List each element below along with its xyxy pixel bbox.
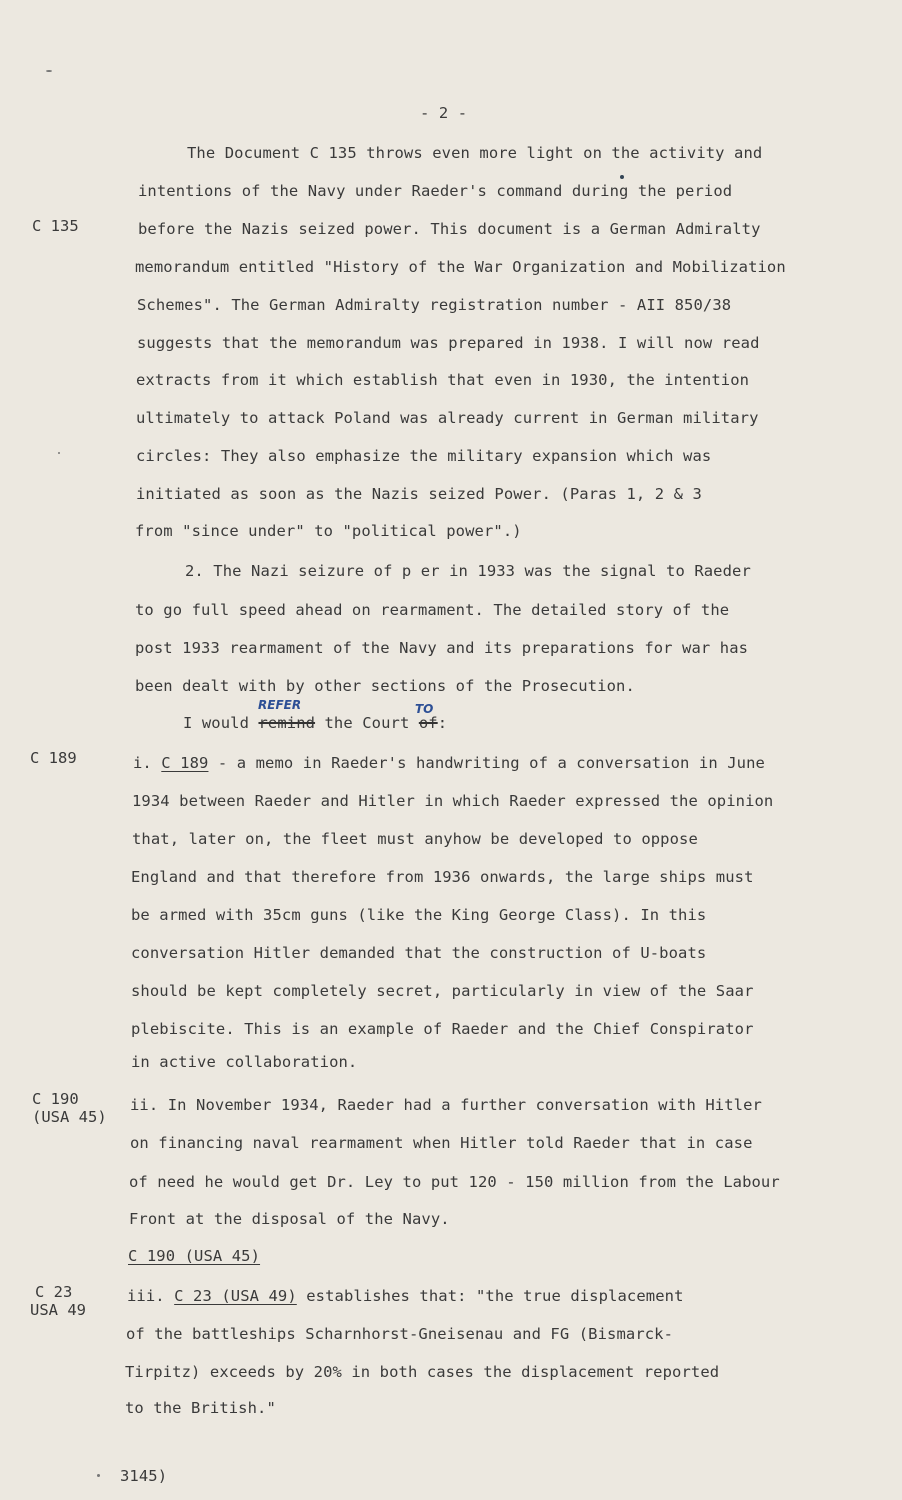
refer-text: : xyxy=(437,714,448,732)
margin-ref-c135: C 135 xyxy=(32,217,79,235)
item-i-line: plebiscite. This is an example of Raeder and the Chief Conspirator xyxy=(131,1020,754,1038)
footer-code: 3145) xyxy=(120,1467,168,1485)
item-prefix: iii. xyxy=(127,1287,175,1305)
doc-ref: C 189 xyxy=(161,754,209,772)
item-i-line: 1934 between Raeder and Hitler in which Raeder expressed the opinion xyxy=(132,792,774,810)
item-ii-line: of need he would get Dr. Ley to put 120 - 150 million from the Labour xyxy=(129,1173,780,1191)
item-iii-first-line xyxy=(127,1286,684,1306)
para1-line: ultimately to attack Poland was already current in German military xyxy=(136,409,759,427)
para1-line: intentions of the Navy under Raeder's command during the period xyxy=(138,182,733,200)
item-i-line: in active collaboration. xyxy=(131,1053,358,1071)
margin-ref-c23: C 23 xyxy=(35,1283,73,1301)
item-i-line: England and that therefore from 1936 onwards, the large ships must xyxy=(131,868,754,886)
para1-line: The Document C 135 throws even more light on the activity and xyxy=(187,144,763,162)
paper-speck xyxy=(97,1474,100,1477)
para1-line: memorandum entitled "History of the War Organization and Mobilization xyxy=(135,258,786,276)
item-text: - a memo in Raeder's handwriting of a conversation in June xyxy=(208,754,765,772)
item-ii-line: Front at the disposal of the Navy. xyxy=(129,1210,450,1228)
refer-text: the Court xyxy=(315,714,419,732)
item-i-line: be armed with 35cm guns (like the King George Class). In this xyxy=(131,906,707,924)
para1-line: circles: They also emphasize the military expansion which was xyxy=(136,447,712,465)
paper-speck xyxy=(46,70,52,72)
item-ii-line: ii. In November 1934, Raeder had a further conversation with Hitler xyxy=(130,1096,762,1114)
item-i-line: should be kept completely secret, particularly in view of the Saar xyxy=(131,982,754,1000)
para1-line: initiated as soon as the Nazis seized Power. (Paras 1, 2 & 3 xyxy=(136,485,702,503)
page-number: - 2 - xyxy=(420,104,468,122)
para1-line: suggests that the memorandum was prepared in 1938. I will now read xyxy=(137,334,760,352)
item-iii-line: Tirpitz) exceeds by 20% in both cases the displacement reported xyxy=(125,1363,720,1381)
para1-line: from "since under" to "political power".) xyxy=(135,522,522,540)
struck-word: remind xyxy=(258,714,316,732)
item-i-line: that, later on, the fleet must anyhow be developed to oppose xyxy=(132,830,698,848)
para1-line: before the Nazis seized power. This document is a German Admiralty xyxy=(138,220,761,238)
margin-ref-usa49: USA 49 xyxy=(30,1301,86,1319)
margin-ref-c190: C 190 xyxy=(32,1090,79,1108)
refer-line xyxy=(183,713,447,733)
item-iii-line: to the British." xyxy=(125,1399,276,1417)
item-text: establishes that: "the true displacement xyxy=(296,1287,684,1305)
para1-line: extracts from it which establish that even in 1930, the intention xyxy=(136,371,750,389)
item-iii-line: of the battleships Scharnhorst-Gneisenau and FG (Bismarck- xyxy=(126,1325,674,1343)
para2-line: 2. The Nazi seizure of p er in 1933 was the signal to Raeder xyxy=(185,562,751,580)
ink-mark xyxy=(620,175,624,179)
refer-text: I would xyxy=(183,714,259,732)
handwritten-refer: REFER xyxy=(258,698,302,712)
margin-ref-usa45: (USA 45) xyxy=(32,1108,107,1126)
paper-speck xyxy=(58,452,60,454)
item-i-first-line xyxy=(133,753,765,773)
para2-line: post 1933 rearmament of the Navy and its preparations for war has xyxy=(135,639,749,657)
doc-ref: C 23 (USA 49) xyxy=(174,1287,297,1305)
margin-ref-c189: C 189 xyxy=(30,749,77,767)
para2-line: been dealt with by other sections of the Prosecution. xyxy=(135,677,635,695)
struck-word: of xyxy=(418,714,438,732)
item-prefix: i. xyxy=(133,754,162,772)
item-ii-ref: C 190 (USA 45) xyxy=(128,1247,261,1265)
para1-line: Schemes". The German Admiralty registration number - AII 850/38 xyxy=(137,296,732,314)
item-ii-line: on financing naval rearmament when Hitler told Raeder that in case xyxy=(130,1134,753,1152)
para2-line: to go full speed ahead on rearmament. The detailed story of the xyxy=(135,601,730,619)
handwritten-to: TO xyxy=(415,702,434,716)
item-i-line: conversation Hitler demanded that the construction of U-boats xyxy=(131,944,707,962)
